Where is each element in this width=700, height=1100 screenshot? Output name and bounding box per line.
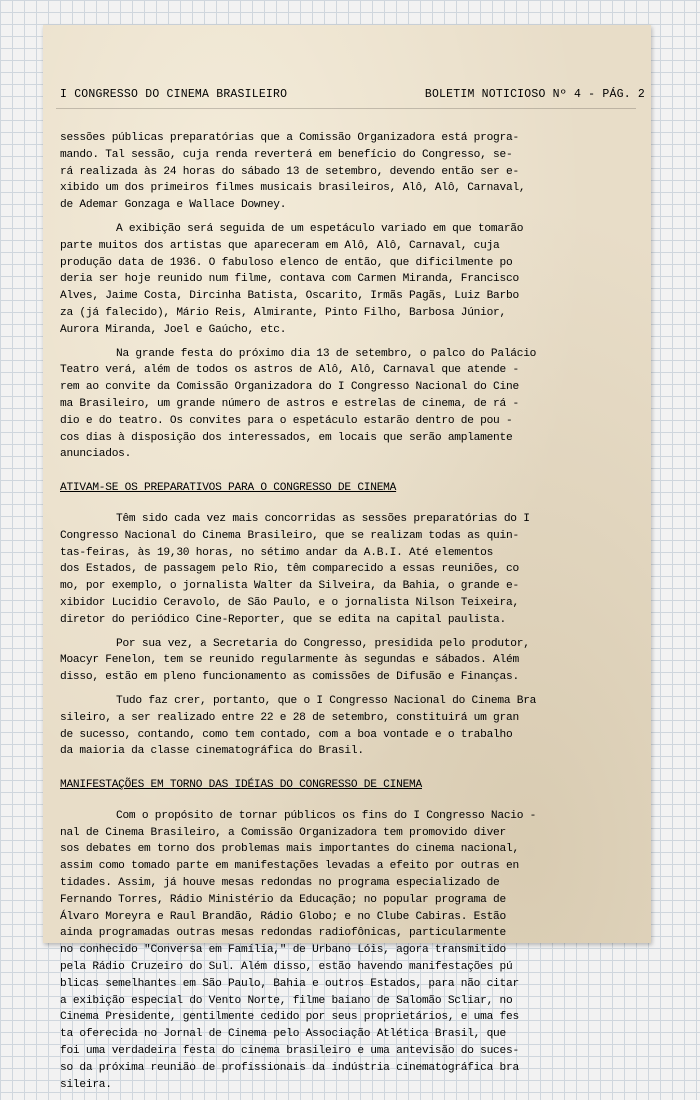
section1-heading: ATIVAM-SE OS PREPARATIVOS PARA O CONGRESSO DE CINEMA	[60, 482, 397, 495]
text-line: Aurora Miranda, Joel e Gaúcho, etc.	[60, 323, 287, 336]
section2-heading: MANIFESTAÇÕES EM TORNO DAS IDÉIAS DO CONGRESSO DE CINEMA	[60, 779, 422, 792]
bulletin-page-label: BOLETIM NOTICIOSO Nº 4 - PÁG. 2	[424, 88, 645, 101]
text-line: nal de Cinema Brasileiro, a Comissão Organizadora tem promovido diver	[60, 826, 506, 839]
text-line: dos Estados, de passagem pelo Rio, têm comparecido a essas reuniões, co	[60, 563, 519, 576]
paragraph-gap	[60, 1093, 640, 1100]
text-line: de sucesso, contando, como tem contado, com a boa vontade e o trabalho	[60, 728, 513, 741]
text-line: xibidor Lucidio Ceravolo, de São Paulo, e o jornalista Nilson Teixeira,	[60, 596, 519, 609]
text-line: Álvaro Moreyra e Raul Brandão, Rádio Globo; e no Clube Cabiras. Estão	[60, 910, 506, 923]
intro-paragraph	[60, 346, 640, 464]
text-line: Tudo faz crer, portanto, que o I Congresso Nacional do Cinema Bra	[116, 694, 537, 707]
text-line: tas-feiras, às 19,30 horas, no sétimo andar da A.B.I. Até elementos	[60, 546, 494, 559]
text-line: anunciados.	[60, 448, 132, 461]
text-line: xibido um dos primeiros filmes musicais brasileiros, Alô, Alô, Carnaval,	[60, 182, 526, 195]
paragraph-gap	[60, 214, 640, 221]
paragraph-gap	[60, 760, 640, 767]
text-line: no conhecido "Conversa em Família," de Urbano Lóis, agora transmitido	[60, 944, 506, 957]
text-line: blicas semelhantes em São Paulo, Bahia e outros Estados, para não citar	[60, 977, 519, 990]
intro-paragraph	[60, 130, 640, 214]
paragraph-gap	[60, 339, 640, 346]
text-line: diretor do periódico Cine-Reporter, que se edita na capital paulista.	[60, 613, 506, 626]
text-line: Por sua vez, a Secretaria do Congresso, presidida pelo produtor,	[116, 637, 530, 650]
text-line: Congresso Nacional do Cinema Brasileiro, que se realizam todas as quin-	[60, 529, 519, 542]
paragraph-gap	[60, 686, 640, 693]
text-line: Teatro verá, além de todos os astros de Alô, Alô, Carnaval que atende -	[60, 364, 519, 377]
document-body	[60, 130, 640, 1100]
text-line: sileira.	[60, 1078, 112, 1091]
text-line: a exibição especial do Vento Norte, filme baiano de Salomão Scliar, no	[60, 994, 513, 1007]
paragraph-gap	[60, 463, 640, 470]
text-line: Têm sido cada vez mais concorridas as sessões preparatórias do I	[116, 512, 530, 525]
page-header	[60, 88, 645, 101]
text-line: disso, estão em pleno funcionamento as comissões de Difusão e Finanças.	[60, 671, 519, 684]
congress-title: I CONGRESSO DO CINEMA BRASILEIRO	[60, 88, 288, 101]
text-line: sos debates em torno dos problemas mais importantes do cinema nacional,	[60, 843, 519, 856]
text-line: Cinema Presidente, gentilmente cedido por seus proprietários, e uma fes	[60, 1011, 519, 1024]
text-line: dio e do teatro. Os convites para o espetáculo estarão dentro de pou -	[60, 414, 513, 427]
text-line: pela Rádio Cruzeiro do Sul. Além disso, estão havendo manifestações pú	[60, 961, 513, 974]
text-line: rá realizada às 24 horas do sábado 13 de setembro, devendo então ser e-	[60, 165, 519, 178]
text-line: de Ademar Gonzaga e Wallace Downey.	[60, 199, 287, 212]
text-line: deria ser hoje reunido num filme, contava com Carmen Miranda, Francisco	[60, 273, 519, 286]
text-line: foi uma verdadeira festa do cinema brasileiro e uma antevisão do suces-	[60, 1045, 519, 1058]
text-line: rem ao convite da Comissão Organizadora do I Congresso Nacional do Cine	[60, 381, 519, 394]
text-line: da maioria da classe cinematográfica do Brasil.	[60, 745, 364, 758]
text-line: ma Brasileiro, um grande número de astros e estrelas de cinema, de rá -	[60, 397, 519, 410]
section2-paragraph	[60, 808, 640, 1094]
text-line: produção data de 1936. O fabuloso elenco de então, que dificilmente po	[60, 256, 513, 269]
text-line: so da próxima reunião de profissionais da indústria cinematográfica bra	[60, 1061, 519, 1074]
text-line: tidades. Assim, já houve mesas redondas no programa especializado de	[60, 877, 500, 890]
text-line: ainda programadas outras mesas redondas radiofônicas, particularmente	[60, 927, 506, 940]
text-line: assim como tomado parte em manifestações levadas a efeito por outras en	[60, 860, 519, 873]
header-divider	[56, 108, 636, 109]
text-line: sileiro, a ser realizado entre 22 e 28 de setembro, constituirá um gran	[60, 711, 519, 724]
section1-paragraph	[60, 636, 640, 686]
text-line: Fernando Torres, Rádio Ministério da Educação; no popular programa de	[60, 893, 506, 906]
text-line: za (já falecido), Mário Reis, Almirante, Pinto Filho, Barbosa Júnior,	[60, 306, 506, 319]
text-line: ta oferecida no Jornal de Cinema pelo Associação Atlética Brasil, que	[60, 1028, 506, 1041]
section1-paragraph	[60, 511, 640, 629]
text-line: sessões públicas preparatórias que a Comissão Organizadora está progra-	[60, 132, 519, 144]
text-line: parte muitos dos artistas que apareceram em Alô, Alô, Carnaval, cuja	[60, 239, 500, 252]
text-line: A exibição será seguida de um espetáculo variado em que tomarão	[116, 222, 524, 235]
paragraph-gap	[60, 629, 640, 636]
text-line: cos dias à disposição dos interessados, em locais que serão amplamente	[60, 431, 513, 444]
text-line: Com o propósito de tornar públicos os fins do I Congresso Nacio -	[116, 809, 537, 822]
text-line: Alves, Jaime Costa, Dircinha Batista, Oscarito, Irmãs Pagãs, Luiz Barbo	[60, 290, 519, 303]
text-line: mando. Tal sessão, cuja renda reverterá em benefício do Congresso, se-	[60, 148, 513, 161]
section1-paragraph	[60, 693, 640, 760]
text-line: mo, por exemplo, o jornalista Walter da Silveira, da Bahia, o grande e-	[60, 580, 519, 593]
intro-paragraph	[60, 221, 640, 339]
text-line: Moacyr Fenelon, tem se reunido regularmente às segundas e sábados. Além	[60, 654, 519, 667]
text-line: Na grande festa do próximo dia 13 de setembro, o palco do Palácio	[116, 347, 537, 360]
